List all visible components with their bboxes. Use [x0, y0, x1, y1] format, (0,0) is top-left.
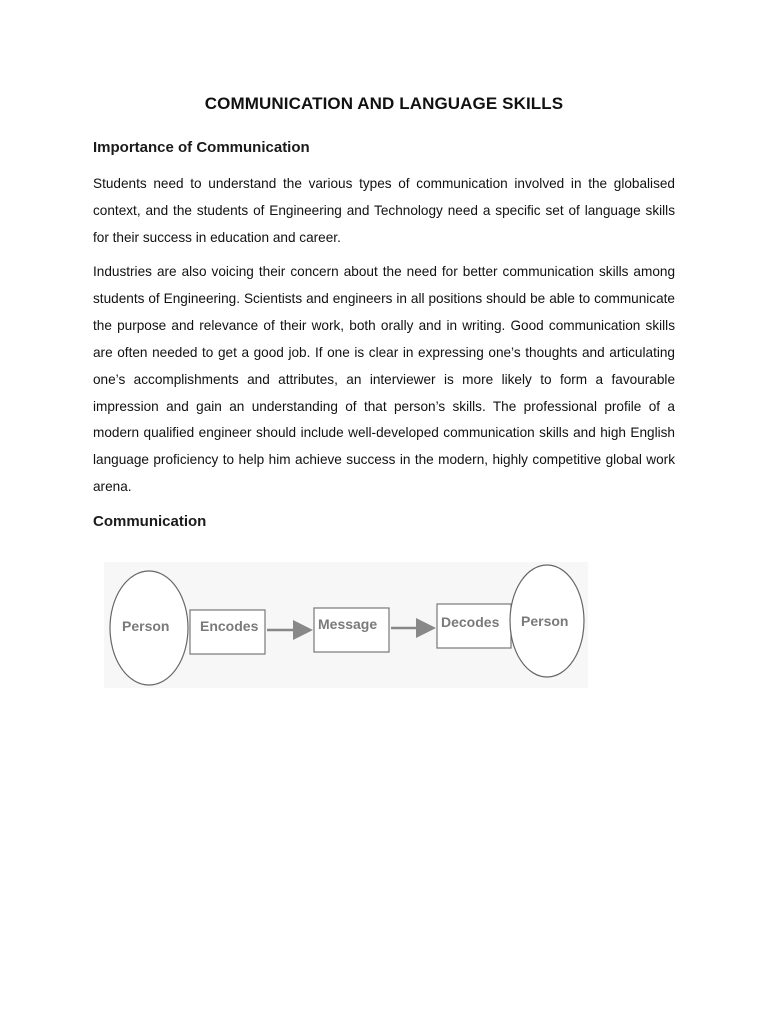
page-title: COMMUNICATION AND LANGUAGE SKILLS — [204, 94, 564, 113]
communication-diagram — [104, 562, 588, 688]
receiver-label: Person — [521, 613, 569, 629]
section-heading-communication: Communication — [93, 513, 207, 530]
section-heading-importance: Importance of Communication — [93, 139, 310, 156]
decodes-label: Decodes — [441, 614, 500, 630]
paragraph-1: Students need to understand the various types of communication involved in the globalised context, and the students of Engineering and Technology need a specific set of language skills for their success in education and career. — [93, 176, 675, 245]
sender-label: Person — [122, 618, 170, 634]
paragraph-2: Industries are also voicing their concern about the need for better communication skills among students of Engineering. Scientists and engineers in all positions should be able to communicate the purpose and relevance of their work, both orally and in writing. Good communication skills are often needed to get a good job. If one is clear in expressing one’s thoughts and articulating one’s accomplishments and attributes, an interviewer is more likely to form a favourable impression and gain an understanding of that person’s skills. The professional profile of a modern qualified engineer should include well-developed communication skills and high English language proficiency to help him achieve success in the modern, highly competitive global work arena. — [93, 264, 675, 495]
encodes-label: Encodes — [200, 618, 259, 634]
message-label: Message — [318, 616, 378, 632]
